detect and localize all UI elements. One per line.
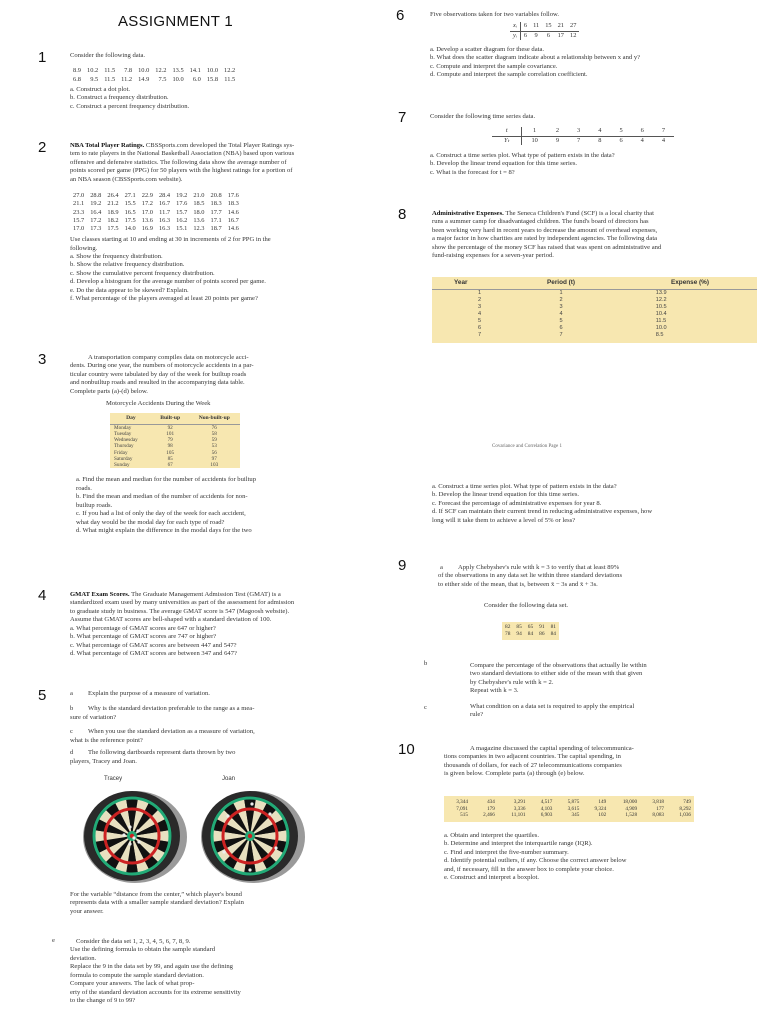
table-row: Wednesday 79 59 <box>114 437 217 444</box>
question-intro: Consider the following time series data. <box>430 113 536 120</box>
list-item: c. What percentage of GMAT scores are between 447 and 547? <box>70 641 237 649</box>
parts-list <box>444 832 627 883</box>
data-table <box>70 192 242 233</box>
list-item: b. Find the mean and median of the number of accidents for non- <box>76 493 248 501</box>
list-item: builtup roads. <box>76 501 113 509</box>
list-item: c. Forecast the percentage of administrative expenses for year 8. <box>432 499 602 507</box>
question-5e: Consider the data set 1, 2, 3, 4, 5, 6, 7, 8, 9. Use the defining formula to obtain the sample standard deviation. Replace the 9 in the data set by 99, and again use the defining formula to compute the sample standard deviation. Compare your answers. The lack of what prop- erty of the standard deviation accounts for its extreme sensitivity to the change of 9 to 99? <box>70 938 241 1005</box>
question-9c: What condition on a data set is required to apply the empirical rule? <box>470 703 635 719</box>
list-item: b. What percentage of GMAT scores are 747 or higher? <box>70 633 217 641</box>
question-10: A magazine discussed the capital spending of telecommunica- tions companies in two adjacent countries. The capital spending, in thousands of dollars, for each of 27 telecommunications companies is given below. Complete parts (a) through (e) below. <box>444 745 634 778</box>
table-header: Day Built-up Non-built-up <box>110 413 240 425</box>
list-item: d. Compute and interpret the sample correlation coefficient. <box>430 71 588 79</box>
table-title: Motorcycle Accidents During the Week <box>106 400 211 408</box>
list-item: long will it take them to achieve a level of 5% or less? <box>432 516 576 524</box>
tracey-dartboard <box>72 786 192 886</box>
list-item: a. Find the mean and median for the number of accidents for builtup <box>76 476 256 484</box>
table-row: t 1 2 3 4 5 6 7 <box>492 127 674 136</box>
list-item: d. If SCF can maintain their current trend in reducing administrative expenses, how <box>432 508 653 516</box>
question-number: 1 <box>38 49 47 66</box>
question-number: 7 <box>398 109 407 126</box>
question-number: 6 <box>396 7 405 24</box>
table-row: 4 4 10.4 <box>478 311 667 318</box>
question-number: 8 <box>398 206 407 223</box>
table-row: Tuesday 101 58 <box>114 431 217 438</box>
table-row: 17.0 17.3 17.5 14.0 16.9 16.3 15.1 12.3 18.7 14.6 <box>73 224 239 232</box>
question-1 <box>70 52 380 111</box>
question-heading: NBA Total Player Ratings. <box>70 142 145 149</box>
data-intro: Consider the following data set. <box>484 602 569 609</box>
question-number: 5 <box>38 687 47 704</box>
question-number: 9 <box>398 557 407 574</box>
question-5-followup: For the variable “distance from the center,” which player's bound represents data with a smaller sample standard deviation? Explain your answer. <box>70 891 244 915</box>
list-item: a. Construct a time series plot. What type of pattern exists in the data? <box>430 151 615 159</box>
list-item: d. Identify potential outliers, if any. Choose the correct answer below <box>444 857 627 865</box>
table-row: 6 6 10.0 <box>478 325 667 332</box>
page-footer-note: Covariance and Correlation Page 1 <box>492 444 562 449</box>
table-row: 7,091 179 3,336 4,103 3,615 9,324 4,909 177 8,292 <box>456 805 691 812</box>
expense-table <box>432 277 757 343</box>
chebyshev-table <box>502 622 559 640</box>
question-intro: Consider the following data. <box>70 52 146 59</box>
part-label: e <box>52 937 55 944</box>
list-item: c. What is the forecast for t = 8? <box>430 168 515 176</box>
question-number: 2 <box>38 139 47 156</box>
capital-spending-table <box>444 796 694 822</box>
list-item: c. Construct a percent frequency distribution. <box>70 102 190 110</box>
list-item: what day would be the modal day for each type of road? <box>76 518 225 526</box>
parts-list <box>430 152 750 177</box>
list-item: e. Construct and interpret a boxplot. <box>444 874 540 882</box>
table-row: 82 85 65 91 81 <box>505 624 556 630</box>
question-2: NBA Total Player Ratings. CBSSports.com developed the Total Player Ratings sys- tem to rate players in the National Basketball Association (NBA) based upon various offensive and defensive statistics. The following data show the average number of points scored per game (PPG) for 50 players with the highest ratings for a portion of an NBA season (CBSSports.com website). 27.0 28.8 26.4 27.1 22.9 28.4 19.2 21.0 20.8 17.6 21.1 19.2 21.2 15.5 17.2 16.7 17.6 18.5 18.3 18.3 23.3 16.4 18.9 16.5 17.0 11.7 15.7 18.0 17.7 14.6 15.7 17.2 18.2 17.5 13.6 16.3 16.2 13.6 17.1 16.7 17.0 17.3 17.5 14.0 16.9 16.3 15.1 12.3 18.7 14.6 Use classes starting at 10 and ending at 30 in increments of 2 for PPG in the following. a. Show the frequency distribution. b. Show the relative frequency distribution. c. Show the cumulative percent frequency distribution. d. Develop a histogram for the average number of points scored per game. e. Do the data appear to be skewed? Explain. f. What percentage of the players averaged at least 20 points per game? <box>70 142 380 304</box>
part-label: c <box>424 704 427 711</box>
parts-list <box>76 476 330 535</box>
parts-list <box>70 253 380 304</box>
table-row: 2 2 12.2 <box>478 297 667 304</box>
list-item: b. Develop the linear trend equation for this time series. <box>432 491 580 499</box>
table-row: 15.7 17.2 18.2 17.5 13.6 16.3 16.2 13.6 17.1 16.7 <box>73 216 239 224</box>
question-number: 3 <box>38 351 47 368</box>
question-8: Administrative Expenses. The Seneca Children's Fund (SCF) is a local charity that runs a summer camp for disadvantaged children. The fund's board of directors has been working very hard in recent years to decrease the amount of overhead expenses, a major factor in how charities are rated by independent agencies. The following data show the percentage of the money SCF has raised that was spent on administrative and fund-raising expenses for a seven-year period. <box>432 210 662 260</box>
time-series-table <box>492 127 674 144</box>
list-item: c. Compute and interpret the sample covariance. <box>430 62 558 70</box>
table-row: 515 2,466 11,101 6,903 345 102 1,528 8,083 1,036 <box>460 812 691 819</box>
table-row: Friday 105 56 <box>114 449 217 456</box>
table-row: Monday 92 76 <box>114 424 217 431</box>
list-item: c. If you had a list of only the day of the week for each accident, <box>76 510 246 518</box>
list-item: a. Obtain and interpret the quartiles. <box>444 832 540 839</box>
question-number: 10 <box>398 741 415 758</box>
question-heading: GMAT Exam Scores. <box>70 591 130 598</box>
list-item: b. Develop the linear trend equation for this time series. <box>430 160 578 168</box>
part-label: b <box>424 660 428 667</box>
table-row: 6.8 9.5 11.5 11.2 14.9 7.5 10.0 6.0 15.8 11.5 <box>73 75 236 83</box>
question-4: GMAT Exam Scores. The Graduate Management Admission Test (GMAT) is a standardized exam used by many universities as part of the assessment for admission to graduate study in business. The average GMAT score is 547 (Magoosh website). Assume that GMAT scores are bell-shaped with a standard deviation of 100. a. What percentage of GMAT scores are 647 or higher? b. What percentage of GMAT scores are 747 or higher? c. What percentage of GMAT scores are between 447 and 547? d. What percentage of GMAT scores are between 347 and 647? <box>70 591 380 659</box>
table-row: Yₜ 10 9 7 8 6 4 4 <box>492 136 674 145</box>
list-item: d. What might explain the difference in the modal days for the two <box>76 527 252 535</box>
parts-list <box>430 46 750 80</box>
list-item: roads. <box>76 484 92 492</box>
list-item: a. Construct a time series plot. What type of pattern exists in the data? <box>432 483 617 490</box>
table-row: 1 1 13.9 <box>478 290 667 297</box>
part-label: a <box>440 564 443 571</box>
joan-dartboard <box>190 786 310 886</box>
list-item: b. What does the scatter diagram indicate about a relationship between x and y? <box>430 54 641 62</box>
question-intro: Five observations taken for two variables follow. <box>430 11 560 18</box>
list-item: a. Show the frequency distribution. <box>70 253 163 260</box>
list-item: b. Determine and interpret the interquartile range (IQR). <box>444 840 593 848</box>
list-item: d. What percentage of GMAT scores are between 347 and 647? <box>70 650 237 658</box>
question-7 <box>430 113 750 177</box>
tracey-label: Tracey <box>104 776 123 782</box>
question-number: 4 <box>38 587 47 604</box>
table-header: Year Period (t) Expense (%) <box>432 277 757 290</box>
list-item: e. Do the data appear to be skewed? Explain. <box>70 286 189 294</box>
list-item: and, if necessary, fill in the answer box to complete your choice. <box>444 865 614 873</box>
table-row: xᵢ 6 11 15 21 27 <box>510 22 579 31</box>
xy-table <box>510 22 579 39</box>
question-5: a Explain the purpose of a measure of variation. b Why is the standard deviation preferable to the range as a mea- sure of variation? c When you use the standard deviation as a measure of variation, what is the reference point? d The following dartboards represent darts thrown by two players, Tracey and Joan. <box>70 690 255 765</box>
motorcycle-table <box>110 413 240 469</box>
question-6 <box>430 11 750 80</box>
table-row: Saturday 85 97 <box>114 455 217 462</box>
list-item: d. Develop a histogram for the average number of points scored per game. <box>70 278 266 286</box>
parts-list <box>432 483 652 525</box>
parts-list <box>70 86 380 111</box>
table-row: 27.0 28.8 26.4 27.1 22.9 28.4 19.2 21.0 20.8 17.6 <box>73 192 239 200</box>
page-title: ASSIGNMENT 1 <box>118 13 234 30</box>
list-item: a. Develop a scatter diagram for these data. <box>430 45 545 53</box>
table-row: Thursday 98 53 <box>114 443 217 450</box>
list-item: f. What percentage of the players averaged at least 20 points per game? <box>70 295 258 303</box>
table-row: 3 3 10.5 <box>478 304 667 311</box>
list-item: b. Show the relative frequency distribution. <box>70 261 185 269</box>
list-item: a. Construct a dot plot. <box>70 85 131 93</box>
list-item: b. Construct a frequency distribution. <box>70 94 169 102</box>
table-row: 7 7 8.5 <box>478 332 664 339</box>
table-row: 21.1 19.2 21.2 15.5 17.2 16.7 17.6 18.5 18.3 18.3 <box>73 200 239 208</box>
table-row: 8.9 10.2 11.5 7.8 10.0 12.2 13.5 14.1 10.0 12.2 <box>73 67 236 75</box>
table-row: 78 94 84 86 84 <box>505 630 556 637</box>
list-item: c. Find and interpret the five-number summary. <box>444 848 569 856</box>
table-row: Sunday 67 103 <box>114 462 219 469</box>
question-9b: Compare the percentage of the observations that actually lie within two standard deviations to either side of the mean with that given by Chebyshev's rule with k = 2. Repeat with k = 3. <box>470 662 647 695</box>
list-item: a. What percentage of GMAT scores are 647 or higher? <box>70 624 216 632</box>
list-item: c. Show the cumulative percent frequency distribution. <box>70 269 215 277</box>
parts-list <box>70 625 380 659</box>
table-row: 23.3 16.4 18.9 16.5 17.0 11.7 15.7 18.0 17.7 14.6 <box>73 208 239 216</box>
table-row: 3,344 434 3,291 4,517 5,875 149 18,000 3,818 749 <box>456 799 691 805</box>
data-table <box>70 67 238 83</box>
question-9a: Apply Chebyshev's rule with k = 3 to verify that at least 89% of the observations in any data set lie within three standard deviations to either side of the mean, that is, between x̄ − 3s and x̄ + 3s. <box>438 564 623 588</box>
table-row: yᵢ 6 9 6 17 12 <box>510 31 579 40</box>
question-heading: Administrative Expenses. <box>432 210 504 217</box>
table-row: 5 5 11.5 <box>478 318 667 325</box>
question-3: A transportation company compiles data on motorcycle acci- dents. During one year, the numbers of motorcycle accidents in a par- ticular country were tabulated by day of the week for builtup roads and nonbuiltup roads and resulted in the accompanying data table. Complete parts (a)-(d) below. Motorcycle Accidents During the Week Day Built-up Non-built-up Monday 92 76 Tuesday 101 58 Wednesday 79 59 Thursday 98 53 Friday 105 56 Saturday 85 97 Sunday 67 103 a. Find the mean and median for the number of accidents for builtup roads. b. Find the mean and median of the number of accidents for non- builtup roads. c. If you had a list of only the day of the week for each accident, what day would be the modal day for each type of road? d. What might explain the difference in the modal days for the two <box>70 354 330 535</box>
joan-label: Joan <box>222 776 236 782</box>
